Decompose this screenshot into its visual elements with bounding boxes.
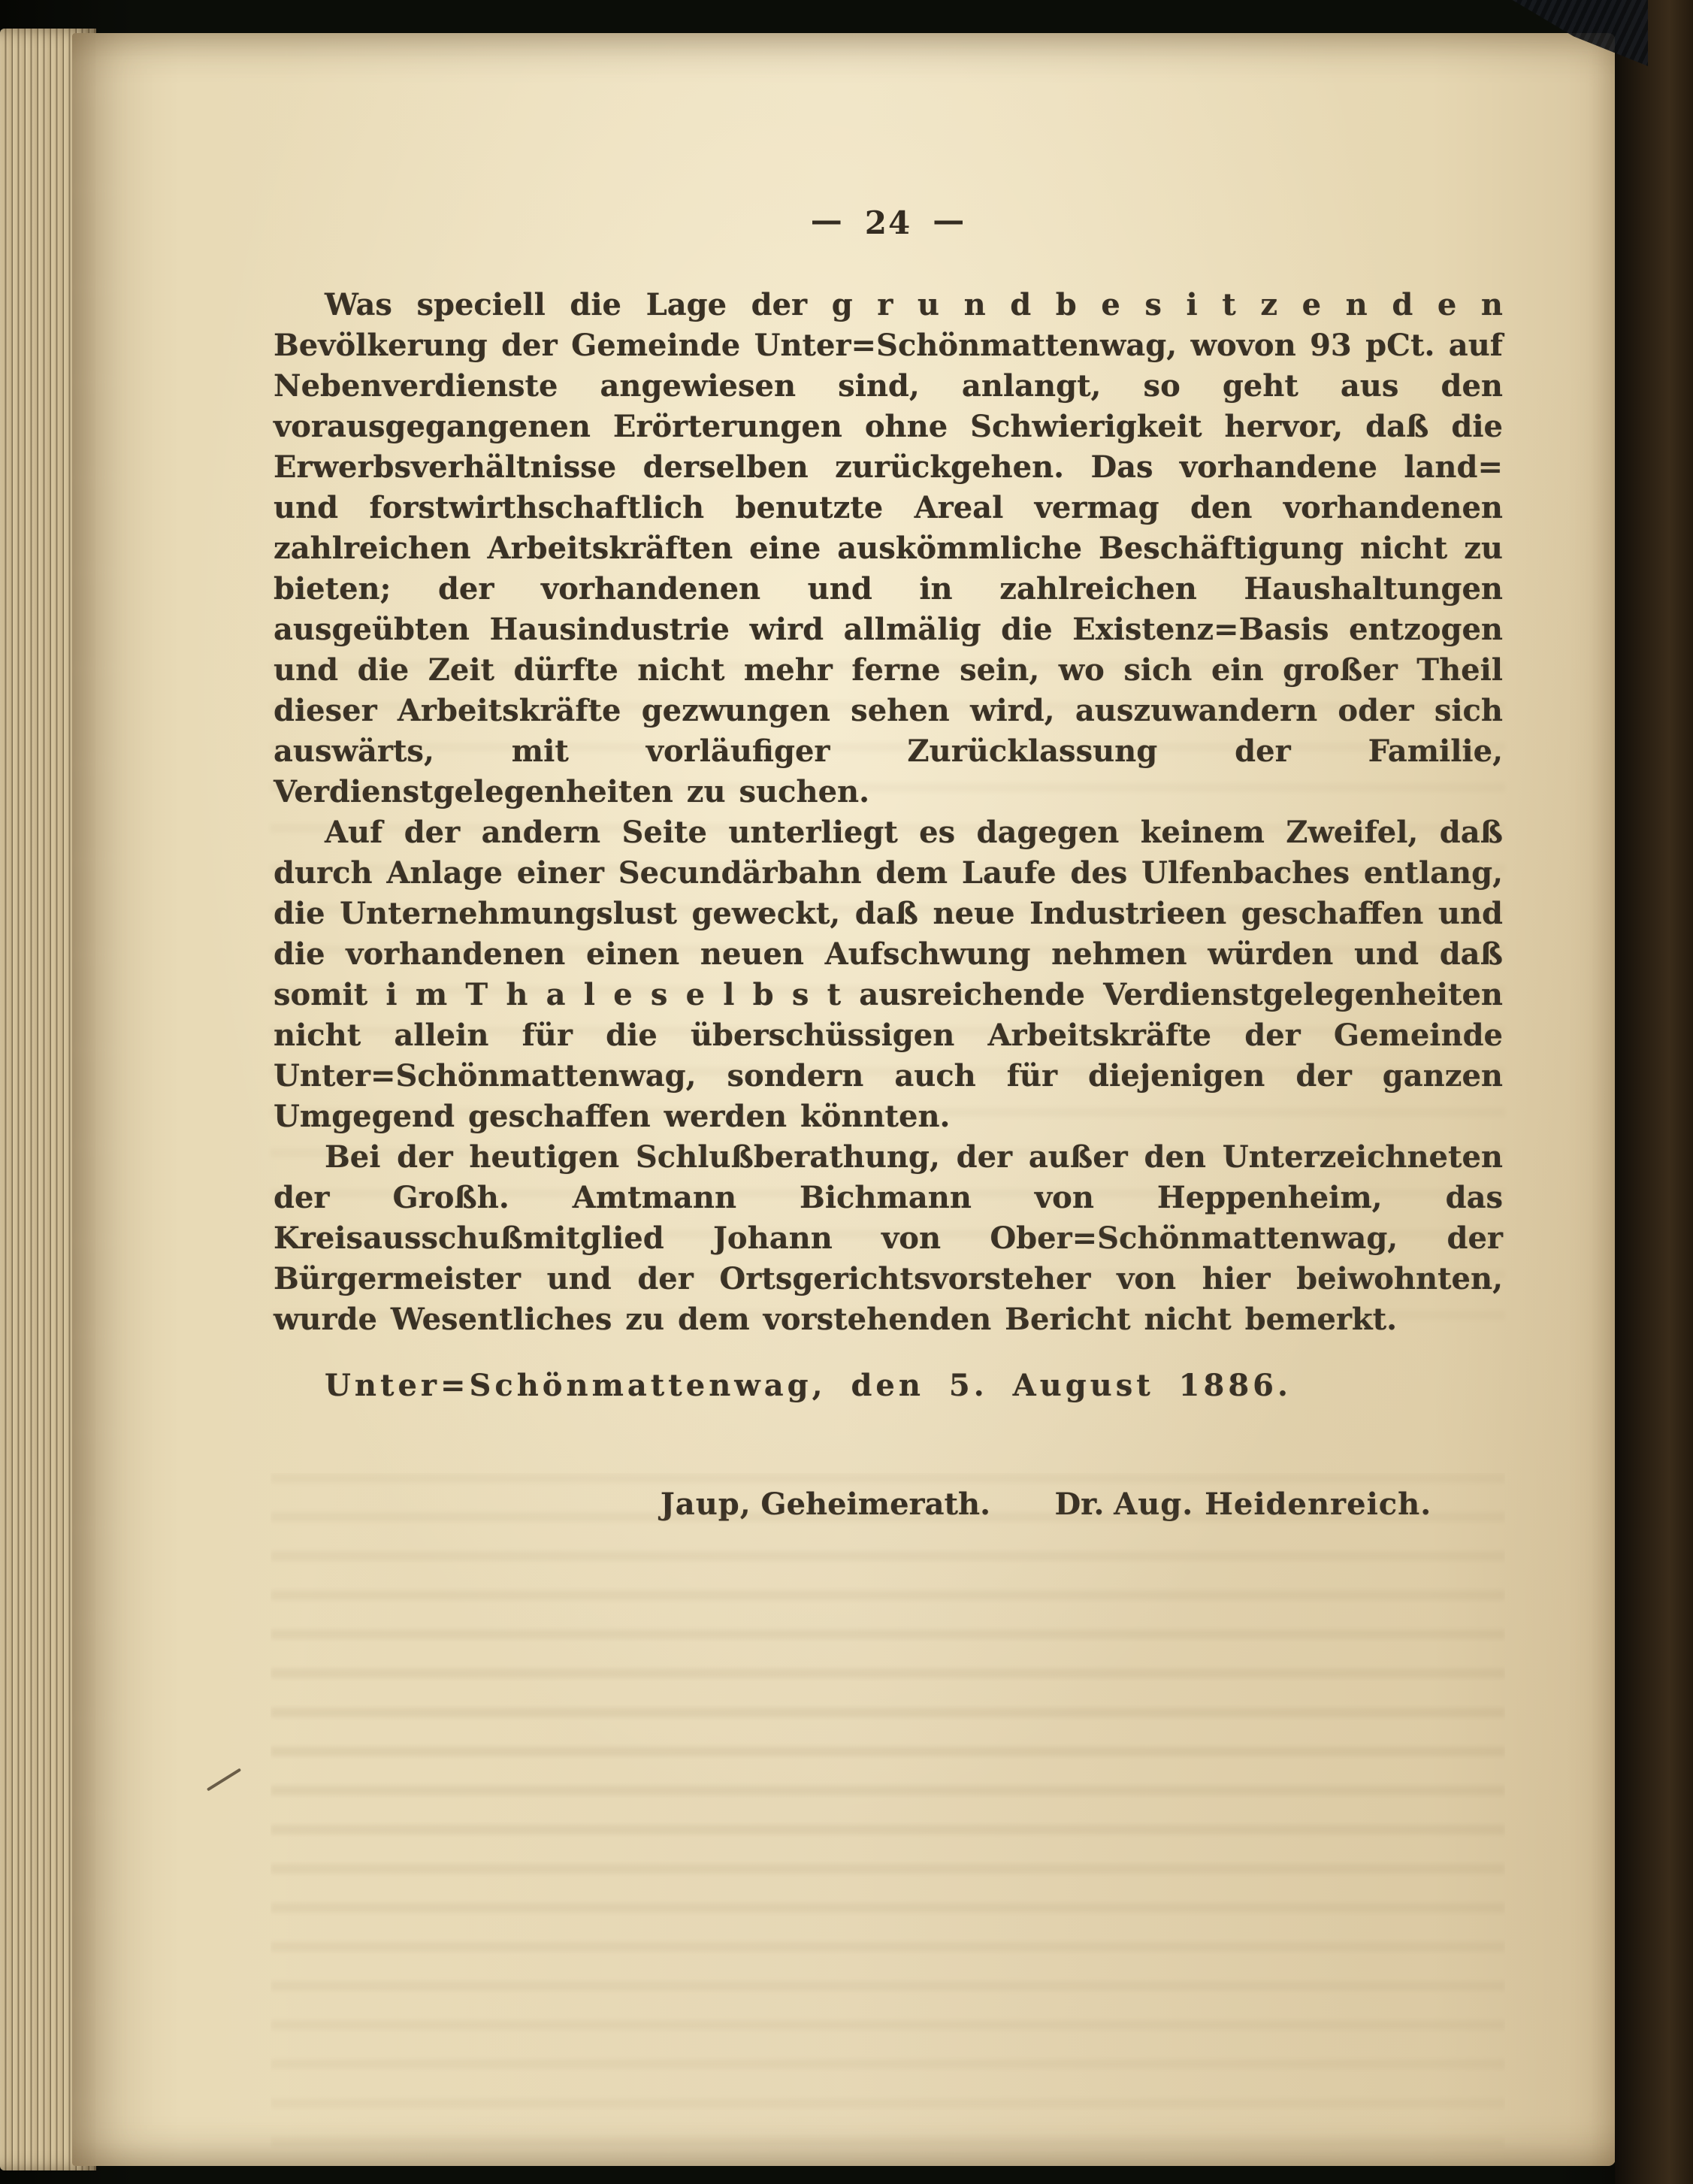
signature-left-title: Geheimerath. xyxy=(760,1487,990,1522)
header-dash-left: — xyxy=(810,201,844,238)
dateline: Unter=Schönmattenwag, den 5. August 1886. xyxy=(325,1368,1292,1403)
paragraph-1: Was speciell die Lage der g r u n d b e s i t z e n d e n Bevölkerung der Gemeinde Unter=Schönmattenwag, wovon 93 pCt. auf Nebenverdienste angewiesen sind, anlangt, so geht aus den vorausgegangenen Erörterungen ohne Schwierigkeit hervor, daß die Erwerbsverhältnisse derselben zurückgehen. Das vorhandene land= und forstwirthschaftlich benutzte Areal vermag den vorhandenen zahlreichen Arbeitskräften eine auskömmliche Beschäftigung nicht zu bieten; der vorhandenen und in zahlreichen Haushaltungen ausgeübten Hausindustrie wird allmälig die Existenz=Basis entzogen und die Zeit dürfte nicht mehr ferne sein, wo sich ein großer Theil dieser Arbeitskräfte gezwungen sehen wird, auszuwandern oder sich auswärts, mit vorläufiger Zurücklassung der Familie, Verdienstgelegenheiten zu suchen. xyxy=(274,287,1503,809)
paragraph-2: Auf der andern Seite unterliegt es dagegen keinem Zweifel, daß durch Anlage einer Secundärbahn dem Laufe des Ulfenbaches entlang, die Unternehmungslust geweckt, daß neue Industrieen geschaffen und die vorhandenen einen neuen Aufschwung nehmen würden und daß somit i m T h a l e s e l b s t ausreichende Verdienstgelegenheiten nicht allein für die überschüssigen Arbeitskräfte der Gemeinde Unter=Schönmattenwag, sondern auch für diejenigen der ganzen Umgegend geschaffen werden könnten. xyxy=(274,815,1503,1134)
signature-left-name: Jaup, xyxy=(660,1487,751,1522)
signature-right-name: Aug. Heidenreich. xyxy=(1114,1487,1432,1522)
page-number: 24 xyxy=(864,204,912,241)
paragraph-3: Bei der heutigen Schlußberathung, der außer den Unterzeichneten der Großh. Amtmann Bichmann von Heppenheim, das Kreisausschußmitglied Johann von Ober=Schönmattenwag, der Bürgermeister und der Ortsgerichtsvorsteher von hier beiwohnten, wurde Wesentliches zu dem vorstehenden Bericht nicht bemerkt. xyxy=(274,1139,1503,1337)
book-page xyxy=(72,33,1616,2166)
book-cover-edge xyxy=(1615,0,1693,2184)
page-number-header xyxy=(274,201,1503,241)
signature-right-prefix: Dr. xyxy=(1054,1487,1105,1522)
header-dash-right: — xyxy=(933,201,966,238)
signature-line xyxy=(274,1484,1503,1525)
